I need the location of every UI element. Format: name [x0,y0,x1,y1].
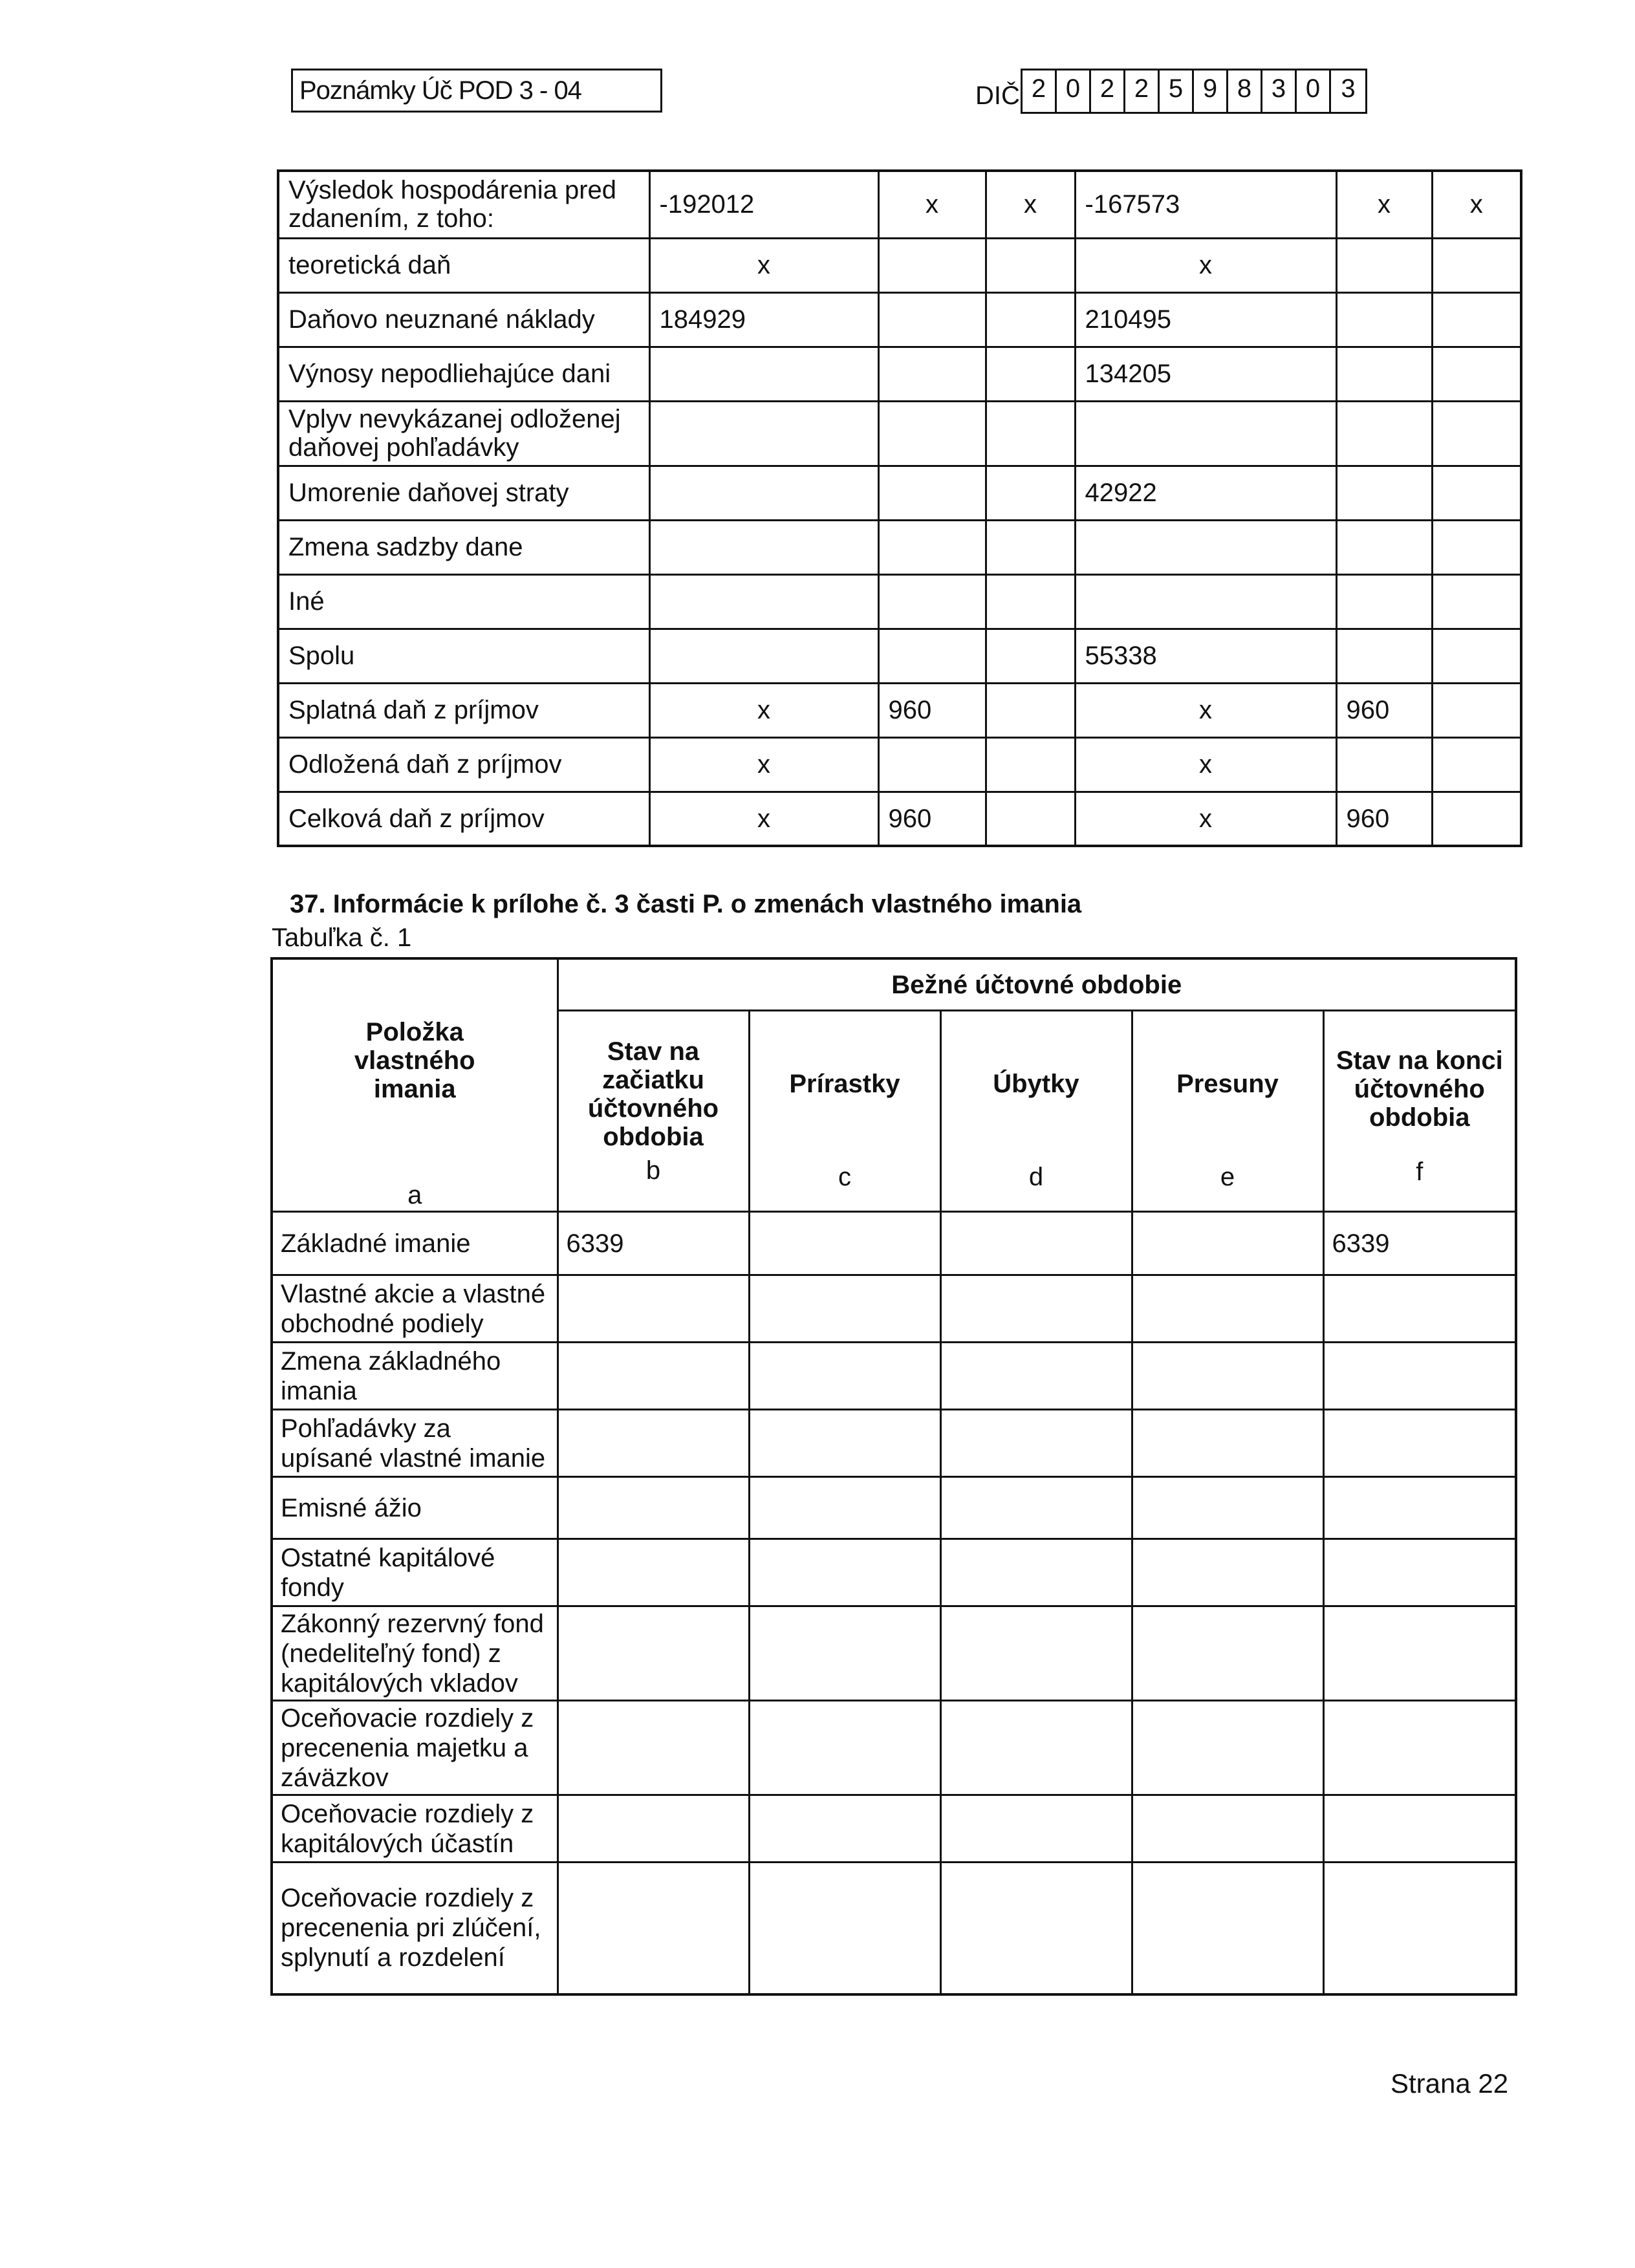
tax-table-row [278,466,1521,520]
row-label: Výnosy nepodliehajúce dani [278,347,649,401]
cell-c2 [878,466,986,520]
tax-table-row [278,401,1521,466]
row-label: Zmena základného imania [272,1343,558,1410]
dic-digit: 5 [1160,70,1194,112]
cell-c1: 184929 [649,292,878,347]
cell-f [1323,1606,1516,1701]
col-header-e [1132,1011,1323,1212]
cell-c6: x [1432,171,1521,238]
dic-digit: 9 [1194,70,1228,112]
cell-c6 [1432,683,1521,737]
cell-c6 [1432,792,1521,846]
cell-b [558,1410,749,1477]
cell-c [749,1343,940,1410]
cell-c4 [1075,401,1336,466]
dic-digit: 2 [1125,70,1160,112]
equity-table-row [272,1212,1516,1275]
form-label: Poznámky Úč POD 3 - 04 [291,69,662,113]
cell-c6 [1432,466,1521,520]
cell-c3 [986,683,1075,737]
col-header-f-text: Stav na konci účtovného obdobia [1336,1046,1503,1132]
col-header-d-text: Úbytky [993,1070,1079,1099]
cell-f [1323,1410,1516,1477]
row-label: Výsledok hospodárenia pred zdanením, z toho: [278,171,649,238]
tax-table-row [278,238,1521,292]
col-letter-a: a [407,1181,422,1209]
cell-c4: 55338 [1075,629,1336,683]
cell-d [940,1539,1132,1606]
cell-f [1323,1701,1516,1795]
cell-c2 [878,574,986,629]
cell-c5: 960 [1336,792,1432,846]
cell-f [1323,1275,1516,1343]
col-header-e-text: Presuny [1176,1070,1279,1099]
row-label: Vlastné akcie a vlastné obchodné podiely [272,1275,558,1343]
tax-table-row [278,347,1521,401]
cell-c3 [986,238,1075,292]
cell-c5 [1336,574,1432,629]
dic-digit: 8 [1228,70,1262,112]
cell-c [749,1795,940,1863]
dic-digit: 2 [1023,70,1057,112]
col-header-a: Položka vlastného imania [354,1018,475,1103]
cell-d [940,1343,1132,1410]
cell-b [558,1795,749,1863]
cell-c5 [1336,466,1432,520]
equity-table-row [272,1343,1516,1410]
cell-d [940,1795,1132,1863]
cell-c1: -192012 [649,171,878,238]
cell-d [940,1701,1132,1795]
cell-d [940,1477,1132,1539]
cell-c1: x [649,792,878,846]
cell-c2 [878,347,986,401]
cell-d [940,1606,1132,1701]
equity-table-row [272,1795,1516,1863]
row-label: Celková daň z príjmov [278,792,649,846]
cell-d [940,1212,1132,1275]
cell-e [1132,1701,1323,1795]
dic-label: DIČ [975,81,1020,110]
cell-c [749,1477,940,1539]
equity-table-row [272,1275,1516,1343]
equity-table-row [272,1539,1516,1606]
cell-c3 [986,629,1075,683]
cell-f [1323,1795,1516,1863]
cell-c1: x [649,737,878,792]
cell-c1 [649,629,878,683]
cell-e [1132,1275,1323,1343]
tax-table-row [278,792,1521,846]
tax-table-row [278,171,1521,238]
cell-c6 [1432,401,1521,466]
cell-c1 [649,520,878,574]
cell-e [1132,1212,1323,1275]
cell-c [749,1410,940,1477]
cell-c [749,1212,940,1275]
cell-c3 [986,574,1075,629]
col-header-b-text: Stav na začiatku účtovného obdobia [587,1037,719,1152]
cell-c4: 134205 [1075,347,1336,401]
cell-b [558,1701,749,1795]
section-title: 37. Informácie k prílohe č. 3 časti P. o zmenách vlastného imania [290,890,1082,918]
cell-c4: x [1075,792,1336,846]
col-header-d [940,1011,1132,1212]
cell-e [1132,1410,1323,1477]
cell-c4: 42922 [1075,466,1336,520]
row-label: Oceňovacie rozdiely z precenenia pri zlúčení, splynutí a rozdelení [272,1863,558,1994]
equity-table-row [272,1477,1516,1539]
cell-b [558,1863,749,1994]
cell-c2 [878,520,986,574]
cell-c6 [1432,520,1521,574]
cell-c6 [1432,629,1521,683]
dic-number [1021,69,1367,114]
cell-c2 [878,629,986,683]
cell-c2: x [878,171,986,238]
cell-c [749,1863,940,1994]
row-label: teoretická daň [278,238,649,292]
row-label: Emisné ážio [272,1477,558,1539]
cell-c1 [649,347,878,401]
row-label: Umorenie daňovej straty [278,466,649,520]
col-header-c-text: Prírastky [789,1070,900,1099]
cell-e [1132,1539,1323,1606]
col-letter-f: f [1416,1158,1424,1187]
cell-c4: x [1075,737,1336,792]
cell-c5: 960 [1336,683,1432,737]
cell-c2 [878,401,986,466]
col-letter-d: d [1028,1163,1044,1192]
equity-table-row [272,1701,1516,1795]
cell-c3 [986,292,1075,347]
cell-c6 [1432,574,1521,629]
cell-d [940,1275,1132,1343]
row-label: Ostatné kapitálové fondy [272,1539,558,1606]
group-header: Bežné účtovné obdobie [558,958,1516,1011]
cell-c5: x [1336,171,1432,238]
tax-table-row [278,292,1521,347]
row-label: Oceňovacie rozdiely z kapitálových účastín [272,1795,558,1863]
cell-f [1323,1539,1516,1606]
row-label: Pohľadávky za upísané vlastné imanie [272,1410,558,1477]
cell-c1 [649,466,878,520]
dic-digit: 3 [1341,74,1356,103]
cell-c5 [1336,401,1432,466]
page-number: Strana 22 [1391,2068,1509,2099]
cell-c3: x [986,171,1075,238]
cell-c3 [986,520,1075,574]
col-header-b [558,1011,749,1212]
cell-c2 [878,292,986,347]
row-label: Iné [278,574,649,629]
cell-c [749,1539,940,1606]
col-letter-e: e [1220,1163,1235,1192]
cell-c5 [1336,629,1432,683]
cell-e [1132,1606,1323,1701]
cell-c1: x [649,238,878,292]
cell-c1 [649,574,878,629]
cell-c6 [1432,292,1521,347]
cell-c3 [986,466,1075,520]
row-label: Zákonný rezervný fond (nedeliteľný fond) z kapitálových vkladov [272,1606,558,1701]
tax-table-row [278,737,1521,792]
row-label: Vplyv nevykázanej odloženej daňovej pohľadávky [278,401,649,466]
cell-c5 [1336,292,1432,347]
cell-e [1132,1795,1323,1863]
cell-b: 6339 [558,1212,749,1275]
table-label: Tabuľka č. 1 [272,923,412,952]
dic-digit: 0 [1057,70,1091,112]
cell-c [749,1275,940,1343]
cell-b [558,1606,749,1701]
row-label: Daňovo neuznané náklady [278,292,649,347]
row-label: Splatná daň z príjmov [278,683,649,737]
col-letter-b: b [645,1156,661,1185]
cell-c5 [1336,520,1432,574]
cell-c [749,1701,940,1795]
col-header-f [1323,1011,1516,1212]
cell-c6 [1432,238,1521,292]
equity-table-row [272,1410,1516,1477]
cell-c3 [986,792,1075,846]
cell-c3 [986,347,1075,401]
cell-c4 [1075,574,1336,629]
cell-c [749,1606,940,1701]
row-label: Odložená daň z príjmov [278,737,649,792]
tax-reconciliation-table [277,169,1522,847]
tax-table-row [278,683,1521,737]
cell-c2 [878,737,986,792]
tax-table-row [278,629,1521,683]
dic-digit: 0 [1297,70,1331,112]
cell-c2: 960 [878,683,986,737]
cell-c2 [878,238,986,292]
cell-c6 [1432,737,1521,792]
cell-d [940,1410,1132,1477]
cell-c5 [1336,347,1432,401]
cell-b [558,1477,749,1539]
cell-c4: -167573 [1075,171,1336,238]
dic-digit: 3 [1262,70,1297,112]
col-header-item [272,958,558,1212]
equity-changes-table [270,957,1517,1996]
col-header-c [749,1011,940,1212]
dic-digit: 2 [1091,70,1125,112]
tax-table-row [278,520,1521,574]
cell-b [558,1539,749,1606]
cell-c5 [1336,737,1432,792]
cell-c1 [649,401,878,466]
cell-f [1323,1343,1516,1410]
cell-c2: 960 [878,792,986,846]
cell-f [1323,1477,1516,1539]
col-letter-c: c [838,1163,851,1192]
cell-c4: x [1075,238,1336,292]
cell-f: 6339 [1323,1212,1516,1275]
cell-c3 [986,401,1075,466]
cell-b [558,1275,749,1343]
cell-c6 [1432,347,1521,401]
cell-f [1323,1863,1516,1994]
cell-e [1132,1863,1323,1994]
cell-e [1132,1343,1323,1410]
row-label: Zmena sadzby dane [278,520,649,574]
tax-table-row [278,574,1521,629]
equity-table-row [272,1606,1516,1701]
cell-c4 [1075,520,1336,574]
cell-e [1132,1477,1323,1539]
cell-c1: x [649,683,878,737]
cell-c4: 210495 [1075,292,1336,347]
row-label: Oceňovacie rozdiely z precenenia majetku a záväzkov [272,1701,558,1795]
cell-b [558,1343,749,1410]
cell-c3 [986,737,1075,792]
cell-d [940,1863,1132,1994]
equity-table-row [272,1863,1516,1994]
cell-c4: x [1075,683,1336,737]
row-label: Základné imanie [272,1212,558,1275]
row-label: Spolu [278,629,649,683]
cell-c5 [1336,238,1432,292]
